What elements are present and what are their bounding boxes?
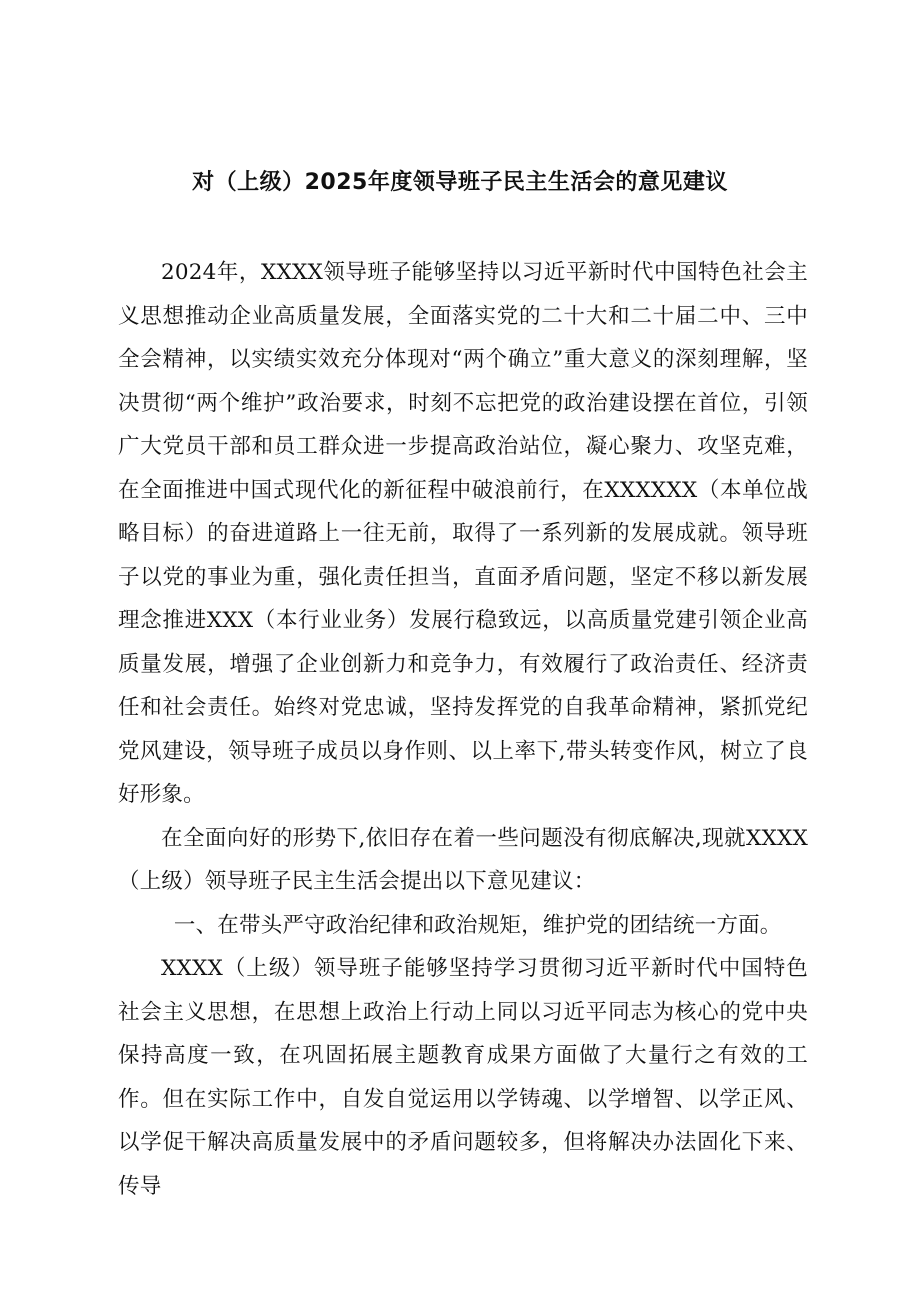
- paragraph-section-1: XXXX（上级）领导班子能够坚持学习贯彻习近平新时代中国特色社会主义思想，在思想上政治上行动上同以习近平同志为核心的党中央保持高度一致，在巩固拓展主题教育成果方面做了大量行之有效的工作。但在实际工作中，自发自觉运用以学铸魂、以学增智、以学正风、以学促干解决高质量发展中的矛盾问题较多，但将解决办法固化下来、传导: [118, 956, 808, 1199]
- section-heading-1: 一、在带头严守政治纪律和政治规矩，维护党的团结统一方面。: [173, 912, 782, 938]
- paragraph-summary: 2024年，XXXX领导班子能够坚持以习近平新时代中国特色社会主义思想推动企业高质量发展，全面落实党的二十大和二十届二中、三中全会精神，以实绩实效充分体现对“两个确立”重大意义的深刻理解，坚决贯彻“两个维护”政治要求，时刻不忘把党的政治建设摆在首位，引领广大党员干部和员工群众进一步提高政治站位，凝心聚力、攻坚克难，在全面推进中国式现代化的新征程中破浪前行，在XXXXXX（本单位战略目标）的奋进道路上一往无前，取得了一系列新的发展成就。领导班子以党的事业为重，强化责任担当，直面矛盾问题，坚定不移以新发展理念推进XXX（本行业业务）发展行稳致远，以高质量党建引领企业高质量发展，增强了企业创新力和竞争力，有效履行了政治责任、经济责任和社会责任。始终对党忠诚，坚持发挥党的自我革命精神，紧抓党纪党风建设，领导班子成员以身作则、以上率下,带头转变作风，树立了良好形象。: [118, 260, 808, 807]
- document-body: [118, 251, 808, 1208]
- document-title: 对（上级）2025年度领导班子民主生活会的意见建议: [192, 170, 728, 195]
- paragraph-intro: 在全面向好的形势下,依旧存在着一些问题没有彻底解决,现就XXXX（上级）领导班子民主生活会提出以下意见建议：: [118, 825, 808, 894]
